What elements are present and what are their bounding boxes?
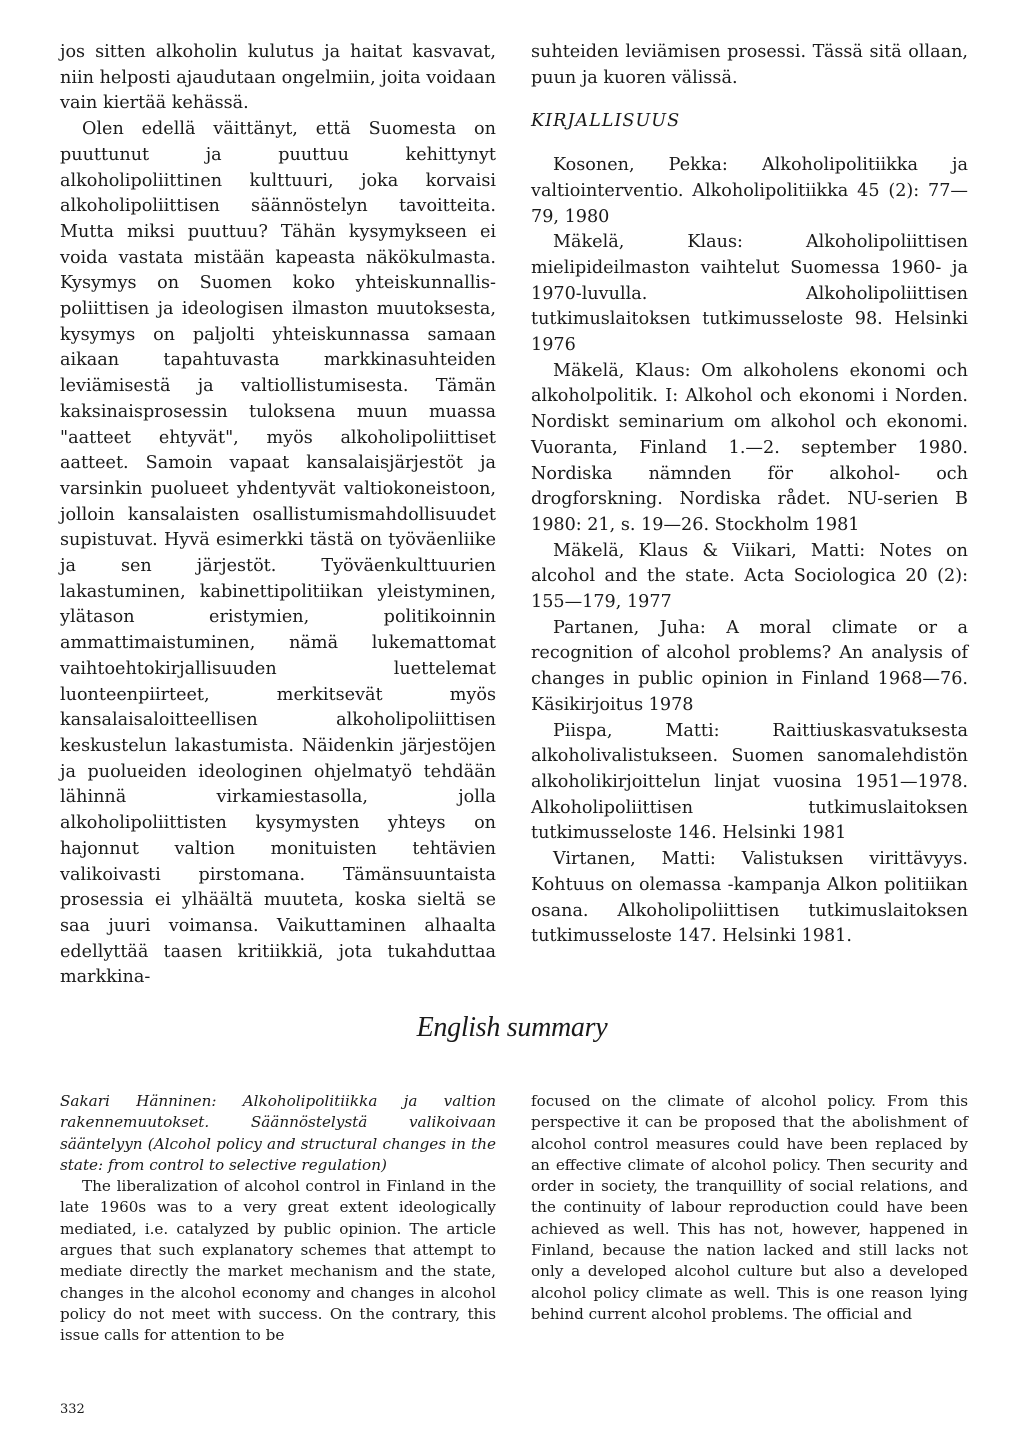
summary-article-reference: Sakari Hänninen: Alkoholipolitiikka ja valtion rakennemuutokset. Säännöstelystä valikoivaan sääntelyyn (Alcohol policy and structural changes in the state: from control to selective regulation)	[60, 1092, 496, 1174]
reference-item: Mäkelä, Klaus: Om alkoholens ekonomi och alkoholpolitik. I: Alkohol och ekonomi i Norden. Nordiskt seminarium om alkohol och ekonomi. Vuoranta, Finland 1.—2. september 1980. Nordiska nämnden för alkohol- och drogforskning. Nordiska rådet. NU-serien B 1980: 21, s. 19—26. Stockholm 1981	[531, 360, 968, 535]
reference-item: Kosonen, Pekka: Alkoholipolitiikka ja valtiointerventio. Alkoholipolitiikka 45 (2): 77—79, 1980	[531, 155, 968, 227]
reference-item: Piispa, Matti: Raittiuskasvatuksesta alkoholivalistukseen. Suomen sanomalehdistön alkoholikirjoittelun linjat vuosina 1951—1978. Alkoholipoliittisen tutkimuslaitoksen tutkimusseloste 146. Helsinki 1981	[531, 720, 968, 844]
top-left-column	[60, 40, 496, 991]
body-paragraph-2: Olen edellä väittänyt, että Suomesta on puuttunut ja puuttuu kehittynyt alkoholipoliittinen kulttuuri, joka korvaisi alkoholipoliittisen säännöstelyn tavoitteita. Mutta miksi puuttuu? Tähän kysymykseen ei voida vastata mistään kapeasta näkökulmasta. Kysymys on Suomen koko yhteiskunnallis-poliittisen ja ideologisen ilmaston muutoksesta, kysymys on paljolti yhteiskunnassa samaan aikaan tapahtuvasta markkinasuhteiden leviämisestä ja valtiollistumisesta. Tämän kaksinaisprosessin tuloksena muun muassa "aatteet ehtyvät", myös alkoholipoliittiset aatteet. Samoin vapaat kansalaisjärjestöt ja varsinkin puolueet yhdentyvät valtiokoneistoon, jolloin kansalaisten osallistumismahdollisuudet supistuvat. Hyvä esimerkki tästä on työväenliike ja sen järjestöt. Työväenkulttuurien lakastuminen, kabinettipolitiikan yleistyminen, ylätason eristymien, politikoinnin ammattimaistuminen, nämä lukemattomat vaihtoehtokirjallisuuden luettelemat luonteenpiirteet, merkitsevät myös kansalaisaloitteellisen alkoholipoliittisen keskustelun lakastumista. Näidenkin järjestöjen ja puolueiden ideologinen ohjelmatyö tehdään lähinnä virkamiestasolla, jolla alkoholipoliittisten kysymysten yhteys on hajonnut valtion monituisten tehtävien valikoivasti pirstomana. Tämänsuuntaista prosessia ei ylhäältä muuteta, koska sieltä se saa juuri voimansa. Vaikuttaminen alhaalta edellyttää taasen kritiikkiä, jota tukahduttaa markkina-	[60, 119, 496, 988]
summary-right-column	[531, 1091, 968, 1325]
references-heading: KIRJALLISUUS	[531, 111, 681, 132]
reference-item: Virtanen, Matti: Valistuksen virittävyys. Kohtuus on olemassa -kampanja Alkon politiikan osana. Alkoholipoliittisen tutkimuslaitoksen tutkimusseloste 147. Helsinki 1981.	[531, 849, 968, 947]
summary-left-column	[60, 1091, 496, 1347]
summary-paragraph: The liberalization of alcohol control in Finland in the late 1960s was to a very great extent ideologically mediated, i.e. catalyzed by public opinion. The article argues that such explanatory schemes that attempt to mediate directly the market mechanism and the state, changes in the alcohol economy and changes in alcohol policy do not meet with success. On the contrary, this issue calls for attention to be	[60, 1177, 496, 1345]
reference-item: Mäkelä, Klaus & Viikari, Matti: Notes on alcohol and the state. Acta Sociologica 20 (2): 155—179, 1977	[531, 540, 968, 613]
body-paragraph-continuation: suhteiden leviämisen prosessi. Tässä sitä ollaan, puun ja kuoren välissä.	[531, 42, 968, 88]
summary-title: English summary	[416, 1012, 608, 1043]
top-right-column	[531, 40, 968, 950]
reference-item: Mäkelä, Klaus: Alkoholipoliittisen mielipideilmaston vaihtelut Suomessa 1960- ja 1970-luvulla. Alkoholipoliittisen tutkimuslaitoksen tutkimusseloste 98. Helsinki 1976	[531, 232, 968, 356]
page-number: 332	[60, 1402, 85, 1417]
body-paragraph-1: jos sitten alkoholin kulutus ja haitat kasvavat, niin helposti ajaudutaan ongelmiin, joita voidaan vain kiertää kehässä.	[60, 42, 496, 114]
summary-paragraph-continuation: focused on the climate of alcohol policy. From this perspective it can be proposed that the abolishment of alcohol control measures could have been replaced by an effective climate of alcohol policy. Then security and order in society, the tranquillity of social relations, and the continuity of labour reproduction could have been achieved as well. This has not, however, happened in Finland, because the nation lacked and still lacks not only a developed alcohol culture but also a developed alcohol policy climate as well. This is one reason lying behind current alcohol problems. The official and	[531, 1092, 968, 1323]
reference-item: Partanen, Juha: A moral climate or a recognition of alcohol problems? An analysis of changes in public opinion in Finland 1968—76. Käsikirjoitus 1978	[531, 617, 968, 715]
